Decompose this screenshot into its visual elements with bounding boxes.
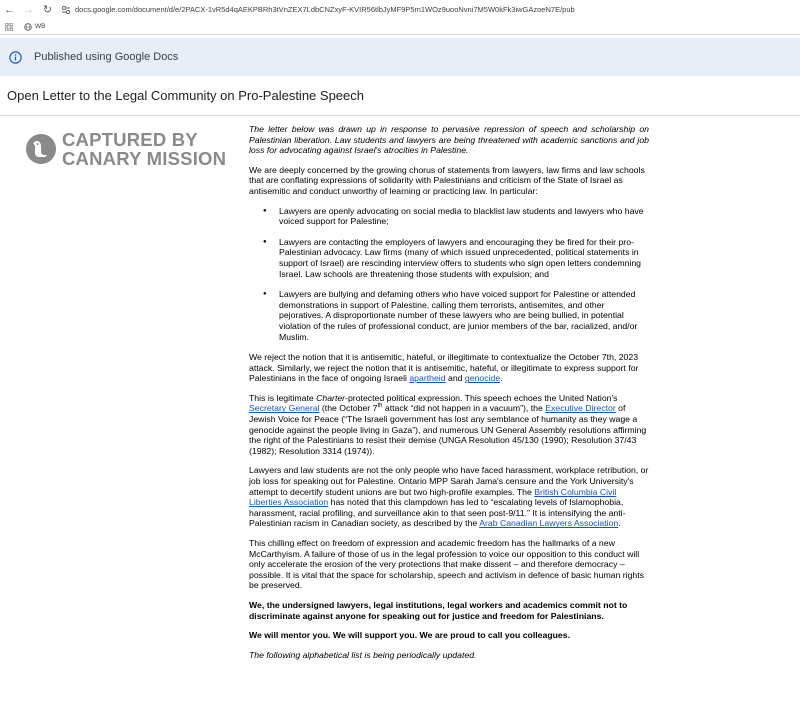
text-run: and (445, 373, 465, 384)
document-body (249, 124, 649, 669)
apartheid-link[interactable]: apartheid (409, 373, 446, 384)
bookmarks-bar (0, 19, 800, 35)
secretary-general-link[interactable]: Secretary General (249, 403, 320, 414)
bookmark-item[interactable] (24, 23, 45, 31)
text-run: Lawyers and law students are not the only people who have faced harassment, workplace retribution, or job loss for speaking out for Palestine. Ontario MPP Sarah Jama's censure and the York University's attempt to decertify student unions are but two high-profile examples. The (249, 465, 649, 497)
paragraph-harassment (249, 465, 649, 529)
forward-icon[interactable]: → (23, 3, 34, 16)
publish-banner-text: Published using Google Docs (34, 51, 179, 63)
paragraph-legitimate (249, 393, 649, 457)
apps-grid-icon[interactable] (0, 19, 18, 35)
acla-link[interactable]: Arab Canadian Lawyers Association (479, 518, 619, 529)
text-run: attack “did not happen in a vacuum”), the (382, 403, 546, 414)
text-run: . (500, 373, 503, 384)
paragraph-reject (249, 352, 649, 384)
intro-paragraph: The letter below was drawn up in response to pervasive repression of speech and scholarship on Palestinian liberation. Law students and lawyers are being threatened with academic sanctions and job loss for advocating against Israel's atrocities in Palestine. (249, 124, 649, 156)
bookmark-label: WB (35, 23, 46, 30)
concern-list (249, 206, 649, 343)
watermark-line2: CANARY MISSION (62, 148, 227, 169)
text-run: This is legitimate (249, 392, 317, 403)
paragraph-list-note: The following alphabetical list is being periodically updated. (249, 649, 477, 660)
canary-mission-watermark (25, 130, 226, 168)
list-item: ● Lawyers are contacting the employers of lawyers and encouraging they be fired for their pro-Palestinian advocacy. Law firms (many of which issued unprecedented, political statements in support of Israel) are rescinding interview offers to students who sign open letters condemning Israel. Law schools are threatening those students with expulsion; and (249, 237, 649, 279)
reload-icon[interactable]: ↻ (42, 4, 53, 16)
text-run: (the October 7 (319, 403, 378, 414)
list-item: ● Lawyers are openly advocating on social media to blacklist law students and lawyers who have voiced support for Palestine; (249, 206, 649, 227)
document-title-bar (0, 76, 800, 116)
charter-text: Charter (316, 392, 346, 403)
bccla-link[interactable]: British Columbia Civil Liberties Association (249, 486, 617, 508)
text-run: has noted that this clampdown has led to “escalating levels of Islamophobia, harassment, racial profiling, and surveillance akin to that seen post-9/11.” It is intensifying the anti-Palestinian racism in Canadian society, as described by the (249, 497, 626, 529)
executive-director-link[interactable]: Executive Director (545, 403, 616, 414)
superscript-th: th (377, 403, 383, 410)
text-run: -protected political expression. This speech echoes the United Nation's (345, 392, 618, 403)
paragraph-support: We will mentor you. We will support you. We are proud to call you colleagues. (249, 630, 571, 641)
canary-logo-icon (25, 133, 57, 165)
paragraph-concern: We are deeply concerned by the growing chorus of statements from lawyers, law firms and law schools that are conflating expressions of solidarity with Palestinians and criticism of the State of Israel as antisemitic and conduct unworthy of learning or practicing law. In particular: (249, 164, 645, 196)
info-icon[interactable] (0, 38, 30, 76)
url-text[interactable]: docs.google.com/document/d/e/2PACX-1vR5d4qAEKPBRh3tVnZEX7LdbCNZxyF-KVIR56tlbJyMF9P5m1WOz9uooNvni7M5W0kFk3iwGAzoeN7E/pub (75, 5, 575, 14)
text-run: . (618, 518, 621, 529)
globe-icon (24, 23, 32, 31)
document-title: Open Letter to the Legal Community on Pro-Palestine Speech (7, 88, 364, 103)
genocide-link[interactable]: genocide (464, 373, 501, 384)
paragraph-chilling-effect: This chilling effect on freedom of expression and academic freedom has the hallmarks of a new McCarthyism. A failure of those of us in the legal profession to voice our opposition to this conduct will only accelerate the erosion of the very protections that make dissent – and therefore democracy – possible. It is vital that the space for scholarship, speech and activism in defence of basic human rights be preserved. (249, 538, 645, 591)
browser-toolbar (0, 0, 800, 19)
back-icon[interactable]: ← (4, 3, 15, 16)
watermark-text (62, 130, 226, 168)
list-item: ● Lawyers are bullying and defaming others who have voiced support for Palestine or attended demonstrations in support of Palestine, calling them terrorists, antisemites, and other pejoratives. A disproportionate number of these lawyers who are being bullied, in potential violation of the rules of professional conduct, are junior members of the bar, racialized, and/or Muslim. (249, 289, 649, 342)
text-run: of Jewish Voice for Peace (“The Israeli government has lost any semblance of humanity as they wage a genocide against the people living in Gaza”), and numerous UN General Assembly resolutions affirming the right of the Palestinians to resist their demise (UNGA Resolution 45/130 (1990); Resolution 37/43 (1982); Resolution 3314 (1974)). (249, 403, 647, 456)
paragraph-commitment: We, the undersigned lawyers, legal institutions, legal workers and academics commit not to discriminate against anyone for speaking out for justice and freedom for Palestinians. (249, 599, 628, 621)
publish-banner (0, 38, 800, 76)
text-run: We reject the notion that it is antisemitic, hateful, or illegitimate to contextualize the October 7th, 2023 attack. Similarly, we reject the notion that it is antisemitic, hateful, or illegitimate to express support for Palestinians in the face of ongoing Israeli (249, 352, 639, 384)
watermark-line1: CAPTURED BY (62, 129, 198, 150)
site-info-icon[interactable] (57, 0, 75, 19)
